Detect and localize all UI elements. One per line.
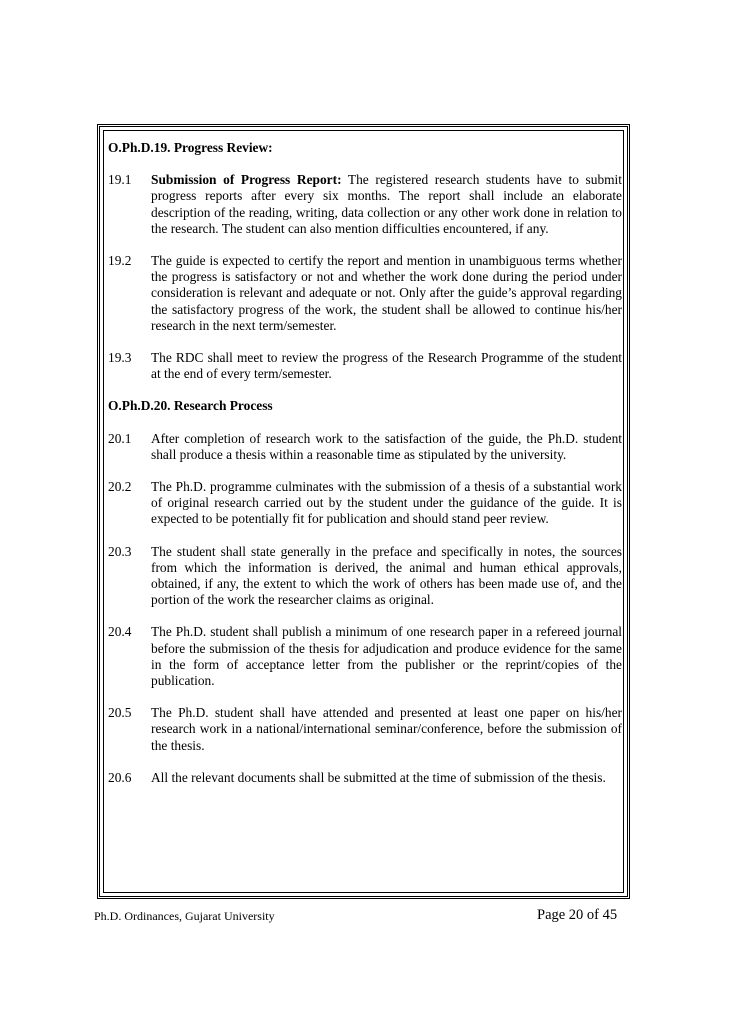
clause-number: 20.3 [108,543,132,559]
clause-number: 19.2 [108,253,132,269]
clause-text: Submission of Progress Report: The registered research students have to submit progress reports after every six months. The report shall include an elaborate description of the reading, writing, data collection or any other work done in relation to the research. The student can also mention difficulties encountered, if any. [151,172,622,236]
clause-lead: Submission of Progress Report: [151,172,342,188]
clause-20-3 [108,544,622,609]
footer-document-title: Ph.D. Ordinances, Gujarat University [94,909,275,923]
clause-number: 19.1 [108,172,132,188]
clause-text: All the relevant documents shall be submitted at the time of submission of the thesis. [151,769,606,785]
clause-20-1 [108,431,622,463]
page-content [108,140,622,786]
clause-number: 20.4 [108,624,132,640]
clause-text: The student shall state generally in the preface and specifically in notes, the sources from which the information is derived, the animal and human ethical approvals, obtained, if any, the extent to which the work of others has been made use of, and the portion of the work the researcher claims as original. [151,543,622,608]
clause-text: The Ph.D. student shall have attended and presented at least one paper on his/her research work in a national/international seminar/conference, before the submission of the thesis. [151,705,622,753]
clause-number: 19.3 [108,350,132,366]
clause-20-2 [108,479,622,528]
clause-number: 20.1 [108,430,132,446]
clause-text: The RDC shall meet to review the progress of the Research Programme of the student at the end of every term/semester. [151,350,622,382]
footer-page-number: Page 20 of 45 [537,907,618,923]
clause-number: 20.6 [108,769,132,785]
clause-text: The Ph.D. student shall publish a minimum of one research paper in a refereed journal before the submission of the thesis for adjudication and produce evidence for the same in the form of acceptance letter from the publisher or the reprint/copies of the publication. [151,624,622,689]
clause-text: After completion of research work to the satisfaction of the guide, the Ph.D. student shall produce a thesis within a reasonable time as stipulated by the university. [151,430,622,462]
section-heading-19: O.Ph.D.19. Progress Review: [108,140,273,155]
clause-20-6 [108,770,622,786]
clause-text: The guide is expected to certify the report and mention in unambiguous terms whether the progress is satisfactory or not and whether the work done during the period under consideration is relevant and adequate or not. Only after the guide’s approval regarding the satisfactory progress of the work, the student shall be allowed to continue his/her research in the next term/semester. [151,253,622,333]
clause-text: The Ph.D. programme culminates with the submission of a thesis of a substantial work of original research carried out by the student under the guidance of the guide. It is expected to be potentially fit for publication and should stand peer review. [151,479,622,527]
clause-number: 20.5 [108,705,132,721]
clause-19-1 [108,172,622,237]
section-heading-20: O.Ph.D.20. Research Process [108,398,273,414]
clause-20-4 [108,624,622,689]
clause-20-5 [108,705,622,754]
clause-19-2 [108,253,622,334]
clause-19-3 [108,350,622,382]
clause-number: 20.2 [108,479,132,495]
